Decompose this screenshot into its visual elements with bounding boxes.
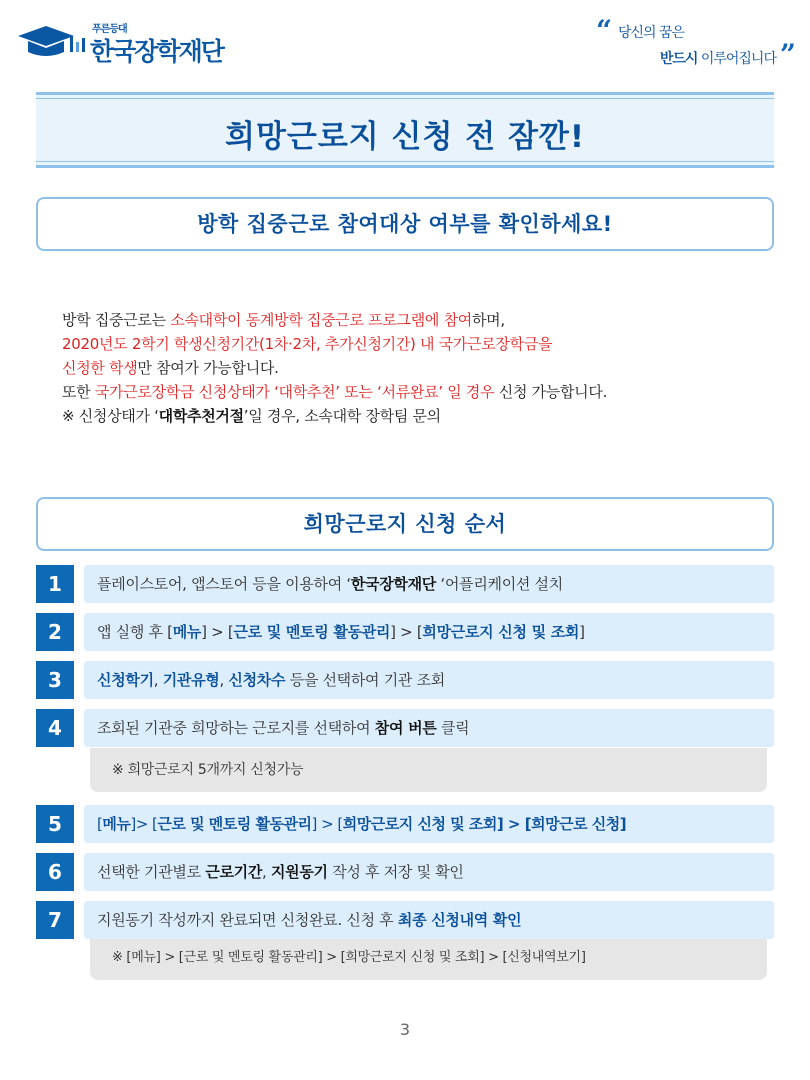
slogan-emphasis: 반드시	[659, 51, 698, 67]
slogan-line-2	[660, 48, 776, 68]
paragraph-note	[62, 404, 762, 428]
bold-text: 희망근로지 신청 및 조회	[422, 623, 580, 641]
text: 작성 후 저장 및 확인	[327, 863, 464, 881]
text: 또한	[62, 383, 95, 401]
step-number: 5	[36, 805, 74, 843]
text: ] > [	[201, 623, 234, 641]
open-quote: “	[596, 14, 613, 47]
logo-name: 한국장학재단	[90, 37, 223, 66]
text: 하며,	[471, 311, 505, 329]
page-title: 희망근로지 신청 전 잠깐!	[225, 119, 585, 155]
text: ]> [	[130, 815, 158, 833]
step-number: 2	[36, 613, 74, 651]
text: 앱 실행 후 [	[97, 623, 173, 641]
paragraph-line	[62, 332, 762, 356]
step-6-text	[84, 853, 774, 891]
highlight-text: 신청한 학생	[62, 359, 138, 377]
text: ]	[619, 815, 627, 833]
text: ,	[219, 671, 229, 689]
slogan-rest: 이루어집니다	[697, 51, 776, 67]
step-number: 6	[36, 853, 74, 891]
bold-text: 메뉴	[102, 815, 131, 833]
close-quote: ”	[779, 38, 796, 71]
kosaf-logo	[16, 20, 246, 66]
bold-text: 기관유형	[162, 671, 220, 689]
bold-text: 희망근로 신청	[531, 815, 620, 833]
text: 방학 집중근로는	[62, 311, 171, 329]
bold-text: 신청차수	[228, 671, 286, 689]
bold-text: 참여 버튼	[374, 719, 437, 737]
step-4-note: ※ 희망근로지 5개까지 신청가능	[90, 748, 767, 792]
step-1-text	[84, 565, 774, 603]
text: ※ 신청상태가 ‘	[62, 407, 159, 425]
bold-text: 한국장학재단	[350, 575, 437, 593]
paragraph-line	[62, 356, 762, 380]
step-number: 4	[36, 709, 74, 747]
step-7-text	[84, 901, 774, 939]
bold-text: 최종 신청내역 확인	[397, 911, 522, 929]
bold-text: 근로기간	[205, 863, 263, 881]
text: ,	[262, 863, 271, 881]
text: 선택한 기관별로	[97, 863, 206, 881]
paragraph-line	[62, 380, 762, 404]
text: ] > [	[390, 623, 423, 641]
text: 조회된 기관중 희망하는 근로지를 선택하여	[97, 719, 375, 737]
text: ]	[579, 623, 585, 641]
text: 클릭	[436, 719, 470, 737]
paragraph-line	[62, 308, 762, 332]
bold-text: 희망근로지 신청 및 조회	[342, 815, 497, 833]
step-2-text	[84, 613, 774, 651]
slogan-line-1: 당신의 꿈은	[618, 25, 685, 41]
highlight-text: 2020년도 2학기 학생신청기간(1차·2차, 추가신청기간) 내 국가근로장학금을	[62, 335, 553, 353]
graduation-cap-icon	[16, 24, 88, 62]
step-number: 3	[36, 661, 74, 699]
text: ,	[153, 671, 163, 689]
text: 지원동기 작성까지 완료되면 신청완료. 신청 후	[97, 911, 398, 929]
text: 신청 가능합니다.	[494, 383, 608, 401]
bold-text: 근로 및 멘토링 활동관리	[157, 815, 312, 833]
step-4-text	[84, 709, 774, 747]
text: 플레이스토어, 앱스토어 등을 이용하여 ‘	[97, 575, 351, 593]
text: 등을 선택하여 기관 조회	[285, 671, 445, 689]
eligibility-paragraph	[62, 308, 762, 428]
step-3-text	[84, 661, 774, 699]
page-number: 3	[399, 1020, 411, 1039]
text: ’일 경우, 소속대학 장학팀 문의	[243, 407, 441, 425]
logo-subtitle: 푸른등대	[92, 24, 127, 35]
text: [	[97, 815, 103, 833]
text: ‘어플리케이션 설치	[436, 575, 563, 593]
step-7-note: ※ [메뉴] > [근로 및 멘토링 활동관리] > [희망근로지 신청 및 조회] > [신청내역보기]	[90, 938, 767, 980]
step-number: 1	[36, 565, 74, 603]
step-5-text	[84, 805, 774, 843]
text: ] > [	[496, 815, 532, 833]
title-banner	[36, 92, 774, 168]
text: 만 참여가 가능합니다.	[137, 359, 279, 377]
bold-text: 지원동기	[270, 863, 328, 881]
text: ] > [	[311, 815, 343, 833]
section-heading-eligibility: 방학 집중근로 참여대상 여부를 확인하세요!	[36, 197, 774, 251]
bold-text: 메뉴	[172, 623, 202, 641]
highlight-text: 국가근로장학금 신청상태가 ‘대학추천’ 또는 ‘서류완료’ 일 경우	[94, 383, 495, 401]
highlight-text: 소속대학이 동계방학 집중근로 프로그램에 참여	[170, 311, 472, 329]
step-number: 7	[36, 901, 74, 939]
section-heading-steps: 희망근로지 신청 순서	[36, 497, 774, 551]
slogan	[596, 14, 796, 70]
bold-text: 대학추천거절	[158, 407, 244, 425]
bold-text: 신청학기	[97, 671, 154, 689]
bold-text: 근로 및 멘토링 활동관리	[233, 623, 391, 641]
